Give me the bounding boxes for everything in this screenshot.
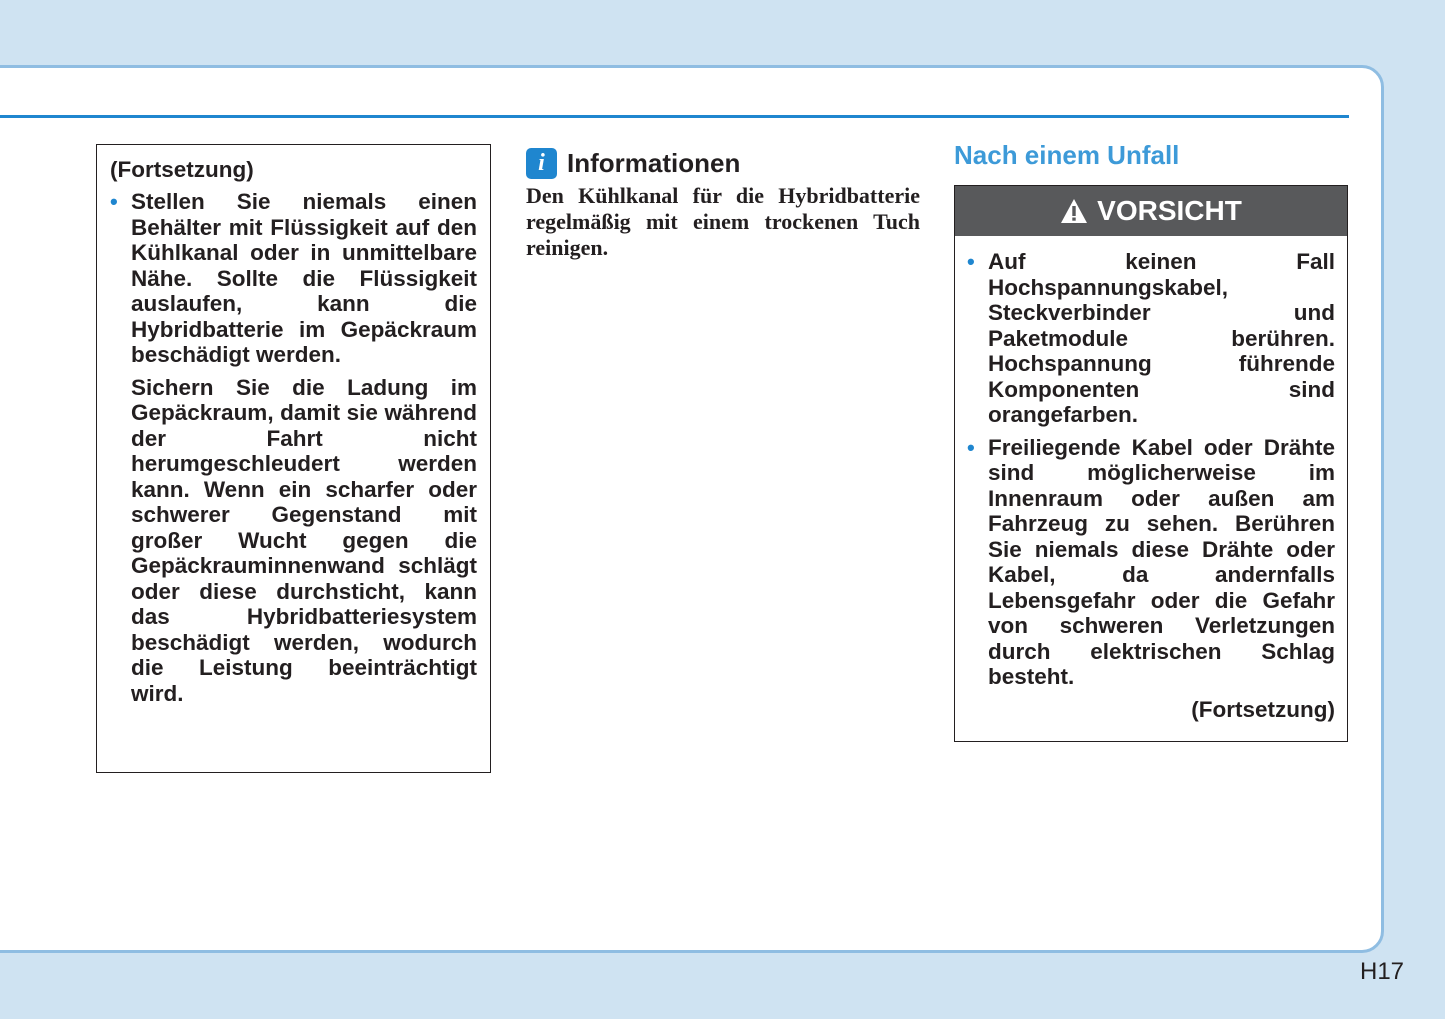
header-rule	[0, 115, 1349, 118]
caution-body	[955, 236, 1347, 722]
info-icon: i	[526, 148, 557, 179]
bullet-text: Freiliegende Kabel oder Drähte sind möglicherweise im Innenraum oder außen am Fahrzeug zu sehen. Berühren Sie niemals diese Drähte oder Kabel, da andernfalls Lebensgefahr oder die Gefahr von schweren Verletzungen durch elektrischen Schlag besteht.	[988, 434, 1335, 689]
continuation-note: (Fortsetzung)	[1191, 696, 1335, 722]
bullet-icon: •	[967, 249, 975, 274]
information-section	[526, 146, 920, 261]
warning-triangle-icon	[1060, 198, 1088, 224]
bullet-icon: •	[110, 189, 118, 214]
continuation-title: (Fortsetzung)	[110, 157, 254, 182]
bullet-icon: •	[967, 434, 975, 460]
list-item	[110, 189, 477, 368]
bullet-paragraph: Sichern Sie die Ladung im Gepäckraum, damit sie während der Fahrt nicht herumgeschleudert werden kann. Wenn ein scharfer oder schwerer Gegenstand mit großer Wucht gegen die Gepäckrauminnenwand schlägt oder diese durchsticht, kann das Hybridbatteriesystem beschädigt werden, wodurch die Leistung beeinträchtigt wird.	[131, 374, 477, 706]
bullet-text: Stellen Sie niemals einen Behälter mit Flüssigkeit auf den Kühlkanal oder in unmittelbare Nähe. Sollte die Flüssigkeit auslaufen, kann die Hybridbatterie im Gepäckraum beschädigt werden.	[131, 189, 477, 367]
information-text: Den Kühlkanal für die Hybridbatterie regelmäßig mit einem trockenen Tuch reinigen.	[526, 183, 920, 260]
information-title: Informationen	[567, 148, 741, 178]
page-number: H17	[1360, 958, 1405, 985]
information-header	[526, 146, 920, 180]
caution-header	[955, 186, 1347, 236]
accident-section	[954, 138, 1348, 742]
bullet-text: Auf keinen Fall Hochspannungskabel, Steckverbinder und Paketmodule berühren. Hochspannung führende Komponenten sind orangefarben.	[988, 249, 1335, 427]
list-item	[967, 249, 1335, 428]
section-title: Nach einem Unfall	[954, 140, 1180, 170]
continuation-box	[96, 144, 491, 773]
caution-label: VORSICHT	[1097, 195, 1242, 226]
caution-box	[954, 185, 1348, 742]
list-item	[967, 435, 1335, 690]
